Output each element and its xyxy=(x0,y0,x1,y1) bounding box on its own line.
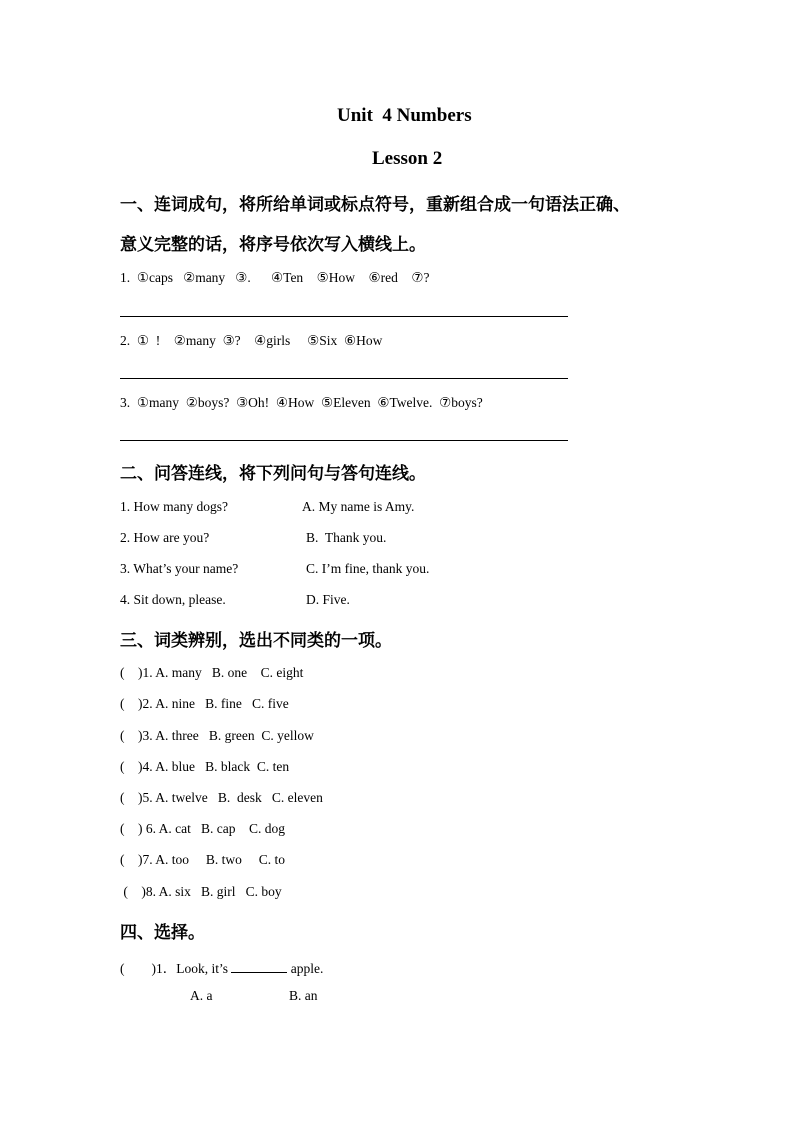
option-a[interactable]: A. a xyxy=(190,988,213,1003)
question-2: 2. How are you? xyxy=(120,530,210,545)
answer-d: D. Five. xyxy=(306,592,350,607)
question-prefix: ( )1．Look, it’s xyxy=(120,961,232,976)
section3-item-5[interactable]: ( )5. A. twelve B. desk C. eleven xyxy=(120,790,323,805)
section3-item-1[interactable]: ( )1. A. many B. one C. eight xyxy=(120,665,304,680)
question-4: 4. Sit down, please. xyxy=(120,592,226,607)
section3-item-2[interactable]: ( )2. A. nine B. fine C. five xyxy=(120,696,289,711)
section1-heading-line1: 一、连词成句，将所给单词或标点符号，重新组合成一句语法正确、 xyxy=(120,195,630,215)
answer-c: C. I’m fine, thank you. xyxy=(306,561,430,576)
answer-line-3[interactable] xyxy=(120,440,568,441)
answer-line-2[interactable] xyxy=(120,378,568,379)
section1-item-3: 3. ①many ②boys? ③Oh! ④How ⑤Eleven ⑥Twelve. ⑦boys? xyxy=(120,395,483,410)
fill-in-blank[interactable] xyxy=(231,960,287,973)
answer-b: B. Thank you. xyxy=(306,530,387,545)
section3-item-8[interactable]: ( )8. A. six B. girl C. boy xyxy=(120,884,282,899)
option-b[interactable]: B. an xyxy=(289,988,318,1003)
section1-item-1: 1. ①caps ②many ③. ④Ten ⑤How ⑥red ⑦? xyxy=(120,270,430,285)
section4-question-1[interactable] xyxy=(120,957,323,977)
section2-heading: 二、问答连线，将下列问句与答句连线。 xyxy=(120,464,426,484)
section3-heading: 三、词类辨别，选出不同类的一项。 xyxy=(120,631,392,651)
answer-line-1[interactable] xyxy=(120,316,568,317)
section1-item-2: 2. ① ! ②many ③? ④girls ⑤Six ⑥How xyxy=(120,333,383,348)
section3-item-7[interactable]: ( )7. A. too B. two C. to xyxy=(120,852,286,867)
question-3: 3. What’s your name? xyxy=(120,561,239,576)
lesson-title: Lesson 2 xyxy=(372,148,443,169)
answer-a: A. My name is Amy. xyxy=(302,499,415,514)
section4-heading: 四、选择。 xyxy=(120,923,205,943)
question-suffix: apple. xyxy=(287,961,324,976)
page-title: Unit 4 Numbers xyxy=(337,105,472,126)
section3-item-4[interactable]: ( )4. A. blue B. black C. ten xyxy=(120,759,290,774)
section1-heading-line2: 意义完整的话，将序号依次写入横线上。 xyxy=(120,235,426,255)
section3-item-3[interactable]: ( )3. A. three B. green C. yellow xyxy=(120,728,314,743)
question-1: 1. How many dogs? xyxy=(120,499,228,514)
section3-item-6[interactable]: ( ) 6. A. cat B. cap C. dog xyxy=(120,821,285,836)
